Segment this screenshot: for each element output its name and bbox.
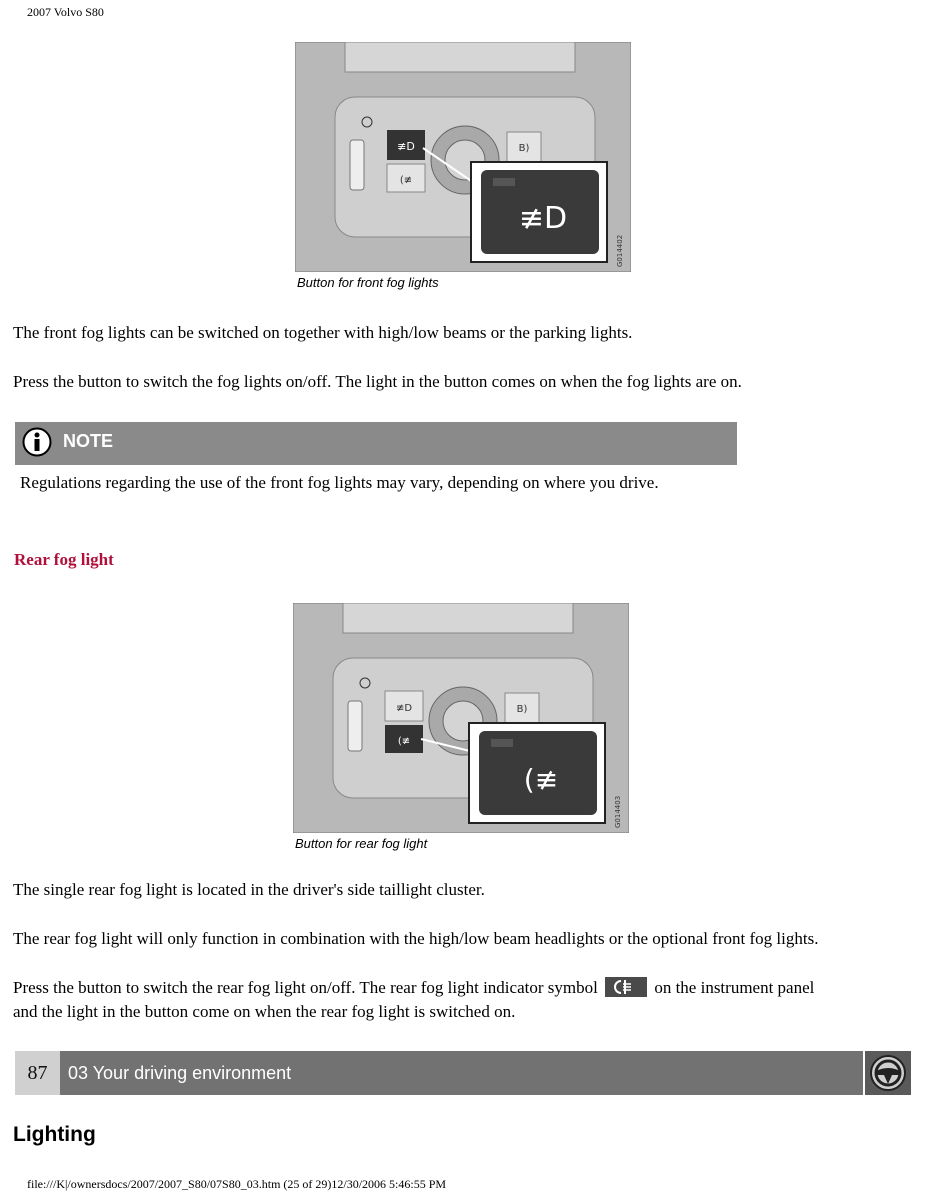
note-banner <box>15 422 737 465</box>
figure1-code: G014402 <box>616 234 624 267</box>
svg-text:(≢: (≢ <box>397 736 411 747</box>
section-heading: Rear fog light <box>14 550 114 569</box>
next-section-heading: Lighting <box>13 1123 96 1146</box>
paragraph-5-continued: and the light in the button come on when the rear fog light is switched on. <box>13 1002 516 1021</box>
document-header: 2007 Volvo S80 <box>27 5 104 19</box>
rear-fog-light-icon <box>605 977 647 997</box>
chapter-footer-bar <box>15 1051 863 1095</box>
paragraph-5-part-a: Press the button to switch the rear fog light on/off. The rear fog light indicator symbol <box>13 978 598 997</box>
paragraph-1: The front fog lights can be switched on together with high/low beams or the parking lights. <box>13 323 633 342</box>
rear-fog-button-illustration <box>293 603 629 833</box>
paragraph-2: Press the button to switch the fog lights on/off. The light in the button comes on when the fog lights are on. <box>13 372 742 391</box>
figure2-caption: Button for rear fog light <box>295 836 428 851</box>
figure2-code: G014403 <box>614 795 622 828</box>
chapter-logo[interactable] <box>865 1051 911 1095</box>
paragraph-5 <box>13 976 814 1000</box>
file-path-footer: file:///K|/ownersdocs/2007/2007_S80/07S80_03.htm (25 of 29)12/30/2006 5:46:55 PM <box>27 1177 447 1191</box>
figure1-caption: Button for front fog lights <box>297 275 439 290</box>
svg-text:≢D: ≢D <box>397 140 415 153</box>
info-icon <box>22 427 52 457</box>
svg-text:(≢: (≢ <box>399 175 413 186</box>
svg-text:B): B) <box>518 143 530 154</box>
chapter-title[interactable]: 03 Your driving environment <box>68 1063 292 1083</box>
svg-text:B): B) <box>516 704 528 715</box>
paragraph-5-part-b: on the instrument panel <box>654 978 815 997</box>
page-number: 87 <box>15 1051 60 1095</box>
steering-wheel-icon <box>865 1051 911 1095</box>
note-title: NOTE <box>63 431 114 451</box>
svg-text:≢D: ≢D <box>395 703 413 714</box>
paragraph-4: The rear fog light will only function in combination with the high/low beam headlights or the optional front fog lights. <box>13 929 819 948</box>
svg-text:(≢: (≢ <box>523 763 559 796</box>
svg-text:≢D: ≢D <box>518 201 568 236</box>
paragraph-3: The single rear fog light is located in the driver's side taillight cluster. <box>13 880 485 899</box>
front-fog-button-illustration <box>295 42 631 272</box>
note-text: Regulations regarding the use of the front fog lights may vary, depending on where you drive. <box>20 473 659 492</box>
